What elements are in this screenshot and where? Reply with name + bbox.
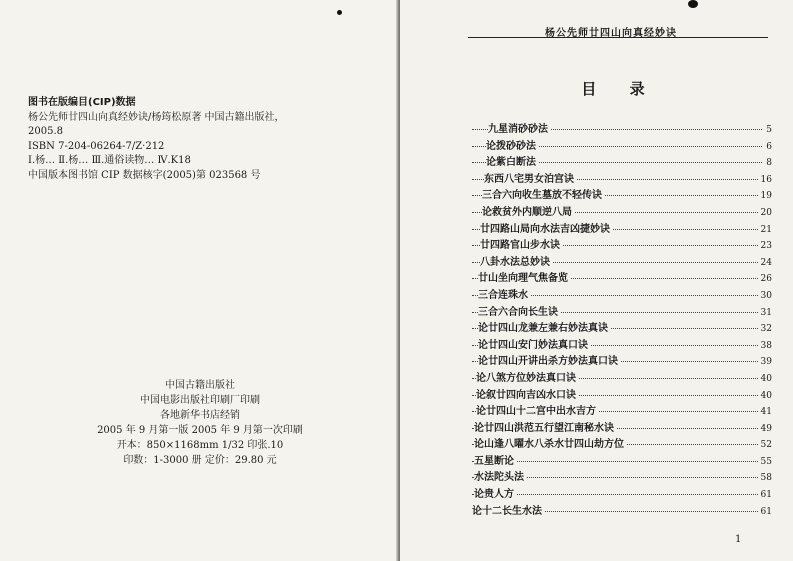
toc-entry-title: 水法陀头法 <box>474 468 527 483</box>
ink-speck <box>688 0 698 8</box>
imprint-line: 印数：1-3000 册 定价：29.80 元 <box>123 455 277 466</box>
toc-entry-title: 论廿四山十二宫中出水吉方 <box>476 402 599 417</box>
imprint-line: 中国古籍出版社 <box>165 380 235 391</box>
toc-entry-title: 东西八宅男女泊宫诀 <box>484 170 577 185</box>
toc-entry-page: 19 <box>758 191 772 201</box>
imprint-line: 开本：850×1168mm 1/32 印张.10 <box>116 440 284 451</box>
toc-entry-title: 八卦水法总妙诀 <box>480 253 553 268</box>
toc-entry <box>472 120 772 137</box>
imprint-line: 中国电影出版社印刷厂印刷 <box>140 395 260 406</box>
toc-entry-page: 8 <box>763 158 772 168</box>
toc-title: 目 录 <box>581 80 659 98</box>
toc-entry-title: 论廿四山安门妙法真口诀 <box>478 336 591 351</box>
toc-entry-page: 61 <box>758 507 772 517</box>
imprint-block <box>60 378 340 468</box>
toc-entry-title: 论贵人方 <box>474 485 517 500</box>
toc-entry <box>472 137 772 154</box>
toc-entry <box>472 236 772 253</box>
toc-entry <box>472 153 772 170</box>
page-number: 1 <box>735 534 742 545</box>
cip-heading: 图书在版编目(CIP)数据 <box>28 97 136 108</box>
toc-entry-page: 31 <box>758 308 772 318</box>
toc-entry <box>472 336 772 353</box>
toc-entry-page: 5 <box>763 125 772 135</box>
toc-entry <box>472 186 772 203</box>
cip-line: 杨公先师廿四山向真经妙诀/杨筠松原著 中国古籍出版社， <box>28 111 285 123</box>
toc-entry-page: 49 <box>758 424 772 434</box>
toc-entry-title: 论叙廿四向吉凶水口诀 <box>476 386 579 401</box>
toc-entry-page: 26 <box>758 274 772 284</box>
toc-entry <box>472 269 772 286</box>
toc-entry-title: 三合六合向长生诀 <box>478 303 561 318</box>
toc-entry-title: 论拨砂砂法 <box>486 137 539 152</box>
toc-entry-title: 九星消砂砂法 <box>488 120 551 135</box>
toc-entry-page: 6 <box>763 142 772 152</box>
toc-entry <box>472 319 772 336</box>
ink-speck <box>337 10 342 15</box>
toc-entry-page: 20 <box>758 208 772 218</box>
toc-entry-page: 24 <box>758 258 772 268</box>
toc-entry-page: 58 <box>758 473 772 483</box>
toc-entry-page: 30 <box>758 291 772 301</box>
toc-entry <box>472 502 772 519</box>
toc-entry-title: 三合六向收生墓放不轻传诀 <box>482 186 605 201</box>
toc-entry-title: 五星断论 <box>474 452 517 467</box>
imprint-line: 各地新华书店经销 <box>160 410 240 421</box>
toc-entry-page: 32 <box>758 324 772 334</box>
toc-entry-title: 论廿四山开讲出杀方妙法真口诀 <box>478 352 621 367</box>
toc-entry <box>472 303 772 320</box>
toc-entry <box>472 468 772 485</box>
toc-entry <box>472 386 772 403</box>
header-rule <box>468 37 768 38</box>
toc-entry <box>472 170 772 187</box>
toc-entry-title: 论山逢八曜水八杀水廿四山劫方位 <box>474 435 627 450</box>
toc-entry-page: 41 <box>758 407 772 417</box>
cip-line: 2005.8 <box>28 126 63 137</box>
toc-entry-page: 61 <box>758 490 772 500</box>
toc-entry-page: 21 <box>758 225 772 235</box>
toc-entry-title: 论八煞方位妙法真口诀 <box>476 369 579 384</box>
toc-entry-title: 廿山坐向理气焦备览 <box>478 269 571 284</box>
toc-entry-title: 三合连珠水 <box>478 286 531 301</box>
cip-line: Ⅰ.杨… Ⅱ.杨… Ⅲ.通俗读物… Ⅳ.K18 <box>28 155 191 166</box>
toc-entry <box>472 203 772 220</box>
toc-entry-page: 55 <box>758 457 772 467</box>
toc-entry <box>472 452 772 469</box>
toc-entry <box>472 402 772 419</box>
toc-entry <box>472 485 772 502</box>
toc-entry-title: 论十二长生水法 <box>472 502 545 517</box>
toc-entry-page: 38 <box>758 341 772 351</box>
cip-line: ISBN 7-204-06264-7/Z·212 <box>28 140 165 152</box>
toc-entry-page: 40 <box>758 391 772 401</box>
toc-entry-title: 论紫白断法 <box>486 153 539 168</box>
toc-entry-page: 52 <box>758 440 772 450</box>
toc-entry <box>472 369 772 386</box>
toc-entry-title: 论救贫外内顺逆八局 <box>482 203 575 218</box>
toc-entry-title: 廿四路官山步水诀 <box>480 236 563 251</box>
cip-block <box>28 96 368 183</box>
imprint-line: 2005 年 9 月第一版 2005 年 9 月第一次印刷 <box>97 425 303 436</box>
toc-entry <box>472 419 772 436</box>
table-of-contents <box>472 120 772 518</box>
toc-entry-page: 23 <box>758 241 772 251</box>
toc-entry-page: 16 <box>758 175 772 185</box>
toc-entry <box>472 286 772 303</box>
running-head: 杨公先师廿四山向真经妙诀 <box>545 28 677 39</box>
toc-entry <box>472 220 772 237</box>
toc-entry-title: 论廿四山龙兼左兼右妙法真诀 <box>478 319 611 334</box>
toc-entry <box>472 435 772 452</box>
toc-entry-page: 39 <box>758 357 772 367</box>
toc-entry <box>472 352 772 369</box>
cip-line: 中国版本图书馆 CIP 数据核字(2005)第 023568 号 <box>28 169 261 181</box>
toc-entry-title: 论廿四山洪范五行望江南秘水诀 <box>474 419 617 434</box>
toc-entry-page: 40 <box>758 374 772 384</box>
toc-entry-title: 廿四路山局向水法吉凶捷妙诀 <box>480 220 613 235</box>
toc-entry <box>472 253 772 270</box>
